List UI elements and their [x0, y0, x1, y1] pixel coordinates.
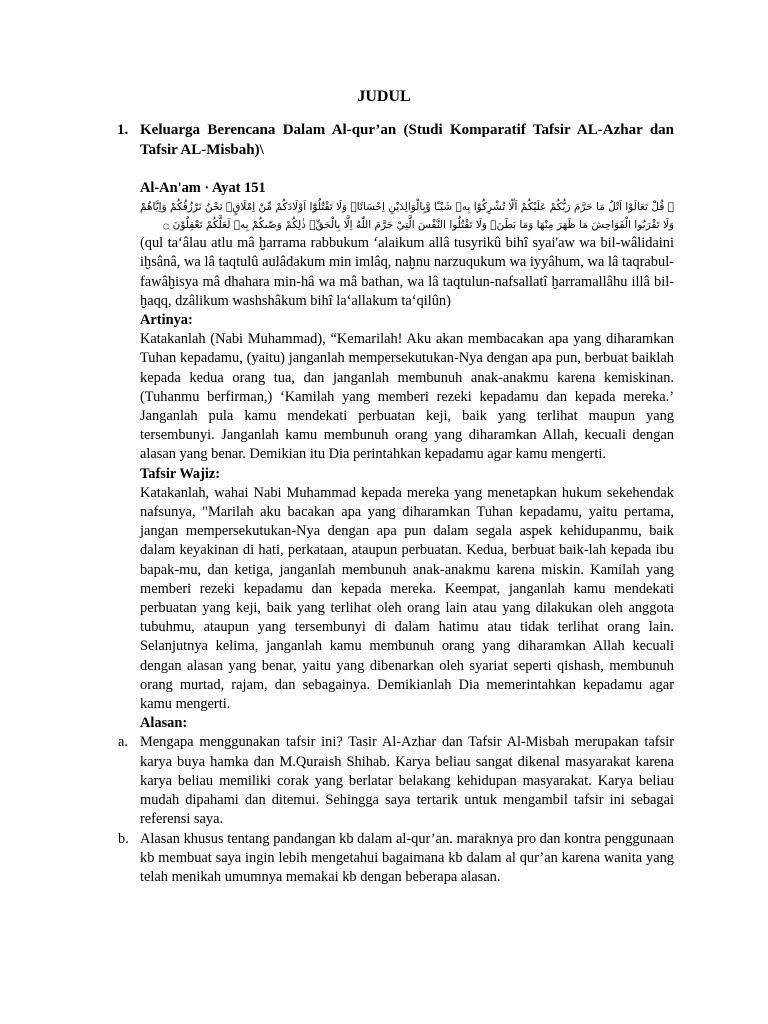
item-title: Keluarga Berencana Dalam Al-qur’an (Studi Komparatif Tafsir AL-Azhar dan Tafsir AL-Misbah)\	[140, 122, 674, 158]
page-title: JUDUL	[357, 88, 411, 105]
ayat-heading: Al-An'am · Ayat 151	[140, 180, 266, 196]
alasan-list	[118, 733, 674, 887]
spacer	[140, 160, 674, 179]
list-item	[118, 733, 674, 829]
artinya-heading: Artinya:	[140, 312, 193, 329]
item-content	[118, 121, 674, 887]
list-item	[118, 830, 674, 888]
list-item-text: Alasan khusus tentang pandangan kb dalam al-qur’an. maraknya pro dan kontra penggunaan kb membuat saya ingin lebih mengetahui bagaimana kb dalam al qur’an karena wanita yang telah menikah umumnya memakai kb dengan beberapa alasan.	[140, 830, 674, 885]
artinya-text: Katakanlah (Nabi Muhammad), “Kemarilah! Aku akan membacakan apa yang diharamkan Tuhan kepadamu, (yaitu) janganlah mempersekutukan-Nya dengan apa pun, berbuat baiklah kepada kedua orang tua, dan janganlah membunuh anak-anakmu karena kemiskinan. (Tuhanmu berfirman,) ‘Kamilah yang memberi rezeki kepadamu dan kepada mereka.’ Janganlah pula kamu mendekati perbuatan keji, baik yang terlihat maupun yang tersembunyi. Janganlah kamu membunuh orang yang diharamkan Allah, kecuali dengan alasan yang benar. Demikian itu Dia perintahkan kepadamu agar kamu mengerti.	[140, 331, 674, 463]
tafsir-text: Katakanlah, wahai Nabi Muhammad kepada mereka yang menetapkan hukum sekehendak nafsunya, "Marilah aku bacakan apa yang diharamkan Tuhan kepadamu, yaitu pertama, jangan mempersekutukan-Nya dengan apa pun dalam segala aspek kehidupanmu, baik dalam keyakinan di hati, perkataan, ataupun perbuatan. Kedua, berbuat baik-lah kepada ibu bapak-mu, dan ketiga, janganlah membunuh anak-anakmu karena miskin. Kamilah yang memberi rezeki kepadamu dan kepada mereka. Keempat, janganlah kamu mendekati perbuatan yang keji, baik yang terlihat oleh orang lain atau yang dilakukan oleh anggota tubuhmu, ataupun yang tersembunyi di dalam hatimu atau tidak terlihat orang lain. Selanjutnya kelima, janganlah kamu membunuh orang yang diharamkan Allah kecuali dengan alasan yang benar, yaitu yang dibenarkan oleh syariat seperti qishash, membunuh orang murtad, rajam, dan sebagainya. Demikianlah Dia memerintahkan kepadamu agar kamu mengerti.	[140, 484, 674, 713]
transliteration: (qul ta‘âlau atlu mâ ḫarrama rabbukum ‘alaikum allâ tusyrikû bihî syai'aw wa bil-wâlidaini iḫsânâ, wa lâ taqtulû aulâdakum min imlâq, naḫnu narzuqukum wa iyyâhum, wa lâ taqrabul-fawâḫisya mâ dhahara min-hâ wa mâ bathan, wa lâ taqtulun-nafsallatî ḫarramallâhu illâ bil-ḫaqq, dzâlikum washshâkum bihî la‘allakum ta‘qilûn)	[140, 235, 674, 309]
alasan-heading: Alasan:	[140, 715, 188, 732]
list-item-text: Mengapa menggunakan tafsir ini? Tasir Al-Azhar dan Tafsir Al-Misbah merupakan tafsir karya buya hamka dan M.Quraish Shihab. Karya beliau sangat dikenal masyarakat karena karya beliau memiliki corak yang berlatar belakang kehidupan masyarakat. Karya beliau mudah dipahami dan ditemui. Sehingga saya tertarik untuk mengambil tafsir ini sebagai referensi saya.	[140, 734, 674, 828]
list-marker: a.	[118, 734, 128, 751]
tafsir-heading: Tafsir Wajiz:	[140, 465, 221, 482]
list-marker: b.	[118, 830, 129, 847]
arabic-verse: ۞ قُلْ تَعَالَوْا اَتْلُ مَا حَرَّمَ رَبُّكُمْ عَلَيْكُمْ اَلَّا تُشْرِكُوْا بِهٖ شَيْـًٔا وَّبِالْوَالِدَيْنِ اِحْسَانًاۚ وَلَا تَقْتُلُوْٓا اَوْلَادَكُمْ مِّنْ اِمْلَاقٍۗ نَحْنُ نَرْزُقُكُمْ وَاِيَّاهُمْ وَلَا تَقْرَبُوا الْفَوَاحِشَ مَا ظَهَرَ مِنْهَا وَمَا بَطَنَۚ وَلَا تَقْتُلُوا النَّفْسَ الَّتِيْ حَرَّمَ اللّٰهُ اِلَّا بِالْحَقِّۗ ذٰلِكُمْ وَصّٰىكُمْ بِهٖ لَعَلَّكُمْ تَعْقِلُوْنَ ۝	[140, 201, 674, 232]
item-number: 1.	[117, 122, 129, 138]
